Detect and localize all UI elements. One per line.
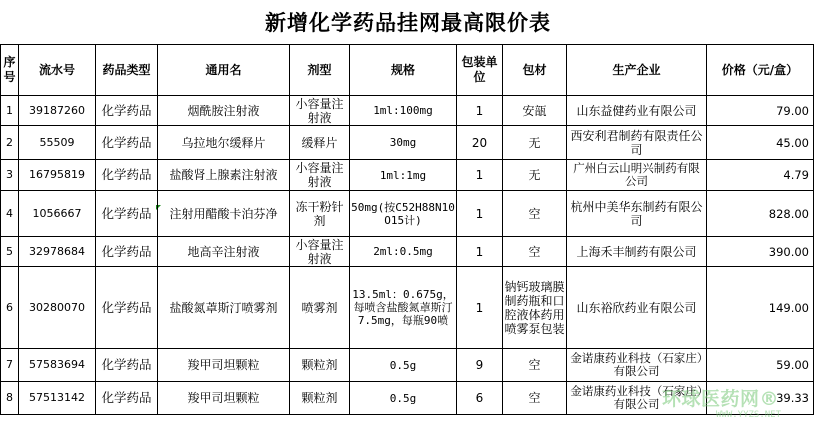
header-name: 通用名: [158, 45, 290, 96]
cell-type: 化学药品: [96, 237, 158, 267]
header-pack: 包装单位: [457, 45, 503, 96]
cell-no: 8: [1, 382, 19, 415]
header-material: 包材: [503, 45, 567, 96]
cell-price: 79.00: [707, 96, 814, 126]
cell-form: 颗粒剂: [290, 382, 350, 415]
watermark-url: WWW.YYZS.NET: [716, 410, 782, 420]
cell-spec: 30mg: [350, 126, 457, 160]
cell-name: 注射用醋酸卡泊芬净: [158, 191, 290, 237]
table-row: [1, 237, 814, 267]
cell-no: 2: [1, 126, 19, 160]
cell-form: 小容量注射液: [290, 237, 350, 267]
cell-pack: 1: [457, 96, 503, 126]
cell-spec: 1ml:1mg: [350, 160, 457, 191]
cell-maker: 山东裕欣药业有限公司: [567, 267, 707, 349]
cell-pack: 6: [457, 382, 503, 415]
drug-price-table: [0, 44, 814, 415]
cell-no: 1: [1, 96, 19, 126]
header-form: 剂型: [290, 45, 350, 96]
cell-no: 3: [1, 160, 19, 191]
cell-serial: 1056667: [19, 191, 96, 237]
header-type: 药品类型: [96, 45, 158, 96]
cell-spec: 2ml:0.5mg: [350, 237, 457, 267]
cell-no: 5: [1, 237, 19, 267]
cell-maker: 广州白云山明兴制药有限公司: [567, 160, 707, 191]
table-row: [1, 267, 814, 349]
cell-price: 39.33: [707, 382, 814, 415]
cell-maker: 杭州中美华东制药有限公司: [567, 191, 707, 237]
header-spec: 规格: [350, 45, 457, 96]
cell-no: 7: [1, 349, 19, 382]
table-row: [1, 382, 814, 415]
cell-maker: 金诺康药业科技（石家庄）有限公司: [567, 349, 707, 382]
table-row: [1, 191, 814, 237]
cell-material: 空: [503, 191, 567, 237]
cell-name: 羧甲司坦颗粒: [158, 349, 290, 382]
cell-spec: 0.5g: [350, 349, 457, 382]
cell-name: 盐酸氮䓬斯汀喷雾剂: [158, 267, 290, 349]
cell-material: 空: [503, 237, 567, 267]
cell-form: 冻干粉针剂: [290, 191, 350, 237]
cell-price: 4.79: [707, 160, 814, 191]
cell-maker: 山东益健药业有限公司: [567, 96, 707, 126]
cell-type: 化学药品: [96, 126, 158, 160]
cell-serial: 32978684: [19, 237, 96, 267]
cell-pack: 1: [457, 267, 503, 349]
cell-spec: 1ml:100mg: [350, 96, 457, 126]
cell-name: 乌拉地尔缓释片: [158, 126, 290, 160]
cell-material: 空: [503, 349, 567, 382]
cell-form: 颗粒剂: [290, 349, 350, 382]
cell-price: 390.00: [707, 237, 814, 267]
cell-material: 空: [503, 382, 567, 415]
header-row: [1, 45, 814, 96]
cell-material: 安瓿: [503, 96, 567, 126]
cell-serial: 30280070: [19, 267, 96, 349]
cell-pack: 1: [457, 191, 503, 237]
cell-type: 化学药品: [96, 382, 158, 415]
cell-serial: 55509: [19, 126, 96, 160]
cell-pack: 9: [457, 349, 503, 382]
cell-name: 羧甲司坦颗粒: [158, 382, 290, 415]
cell-pack: 1: [457, 160, 503, 191]
cell-type: 化学药品: [96, 96, 158, 126]
cell-name: 地高辛注射液: [158, 237, 290, 267]
table-row: [1, 349, 814, 382]
header-price: 价格（元/盒）: [707, 45, 814, 96]
cell-name: 烟酰胺注射液: [158, 96, 290, 126]
cell-no: 4: [1, 191, 19, 237]
cell-maker: 上海禾丰制药有限公司: [567, 237, 707, 267]
cell-material: 钠钙玻璃膜制药瓶和口腔液体药用喷雾泵包装: [503, 267, 567, 349]
header-maker: 生产企业: [567, 45, 707, 96]
cell-price: 45.00: [707, 126, 814, 160]
cell-type: 化学药品: [96, 191, 158, 237]
header-serial: 流水号: [19, 45, 96, 96]
cell-type: 化学药品: [96, 160, 158, 191]
table-title: 新增化学药品挂网最高限价表: [265, 10, 551, 35]
cell-spec: 13.5ml：0.675g，每喷含盐酸氮䓬斯汀7.5mg，每瓶90喷: [350, 267, 457, 349]
header-no: 序号: [1, 45, 19, 96]
cell-spec: 0.5g: [350, 382, 457, 415]
cell-serial: 39187260: [19, 96, 96, 126]
table-row: [1, 96, 814, 126]
cell-serial: 57583694: [19, 349, 96, 382]
cell-pack: 20: [457, 126, 503, 160]
cell-material: 无: [503, 126, 567, 160]
cell-form: 缓释片: [290, 126, 350, 160]
cell-material: 无: [503, 160, 567, 191]
cell-type: 化学药品: [96, 267, 158, 349]
cell-serial: 57513142: [19, 382, 96, 415]
cell-form: 喷雾剂: [290, 267, 350, 349]
cell-maker: 金诺康药业科技（石家庄）有限公司: [567, 382, 707, 415]
cell-price: 828.00: [707, 191, 814, 237]
cell-price: 149.00: [707, 267, 814, 349]
table-row: [1, 160, 814, 191]
cell-type: 化学药品: [96, 349, 158, 382]
cell-pack: 1: [457, 237, 503, 267]
cell-serial: 16795819: [19, 160, 96, 191]
cell-maker: 西安利君制药有限责任公司: [567, 126, 707, 160]
cell-price: 59.00: [707, 349, 814, 382]
cell-no: 6: [1, 267, 19, 349]
cell-form: 小容量注射液: [290, 96, 350, 126]
cell-form: 小容量注射液: [290, 160, 350, 191]
watermark-logo: 环球医药网®: [662, 388, 780, 410]
cell-spec: 50mg(按C52H88N10O15计): [350, 191, 457, 237]
table-row: [1, 126, 814, 160]
cell-name: 盐酸肾上腺素注射液: [158, 160, 290, 191]
